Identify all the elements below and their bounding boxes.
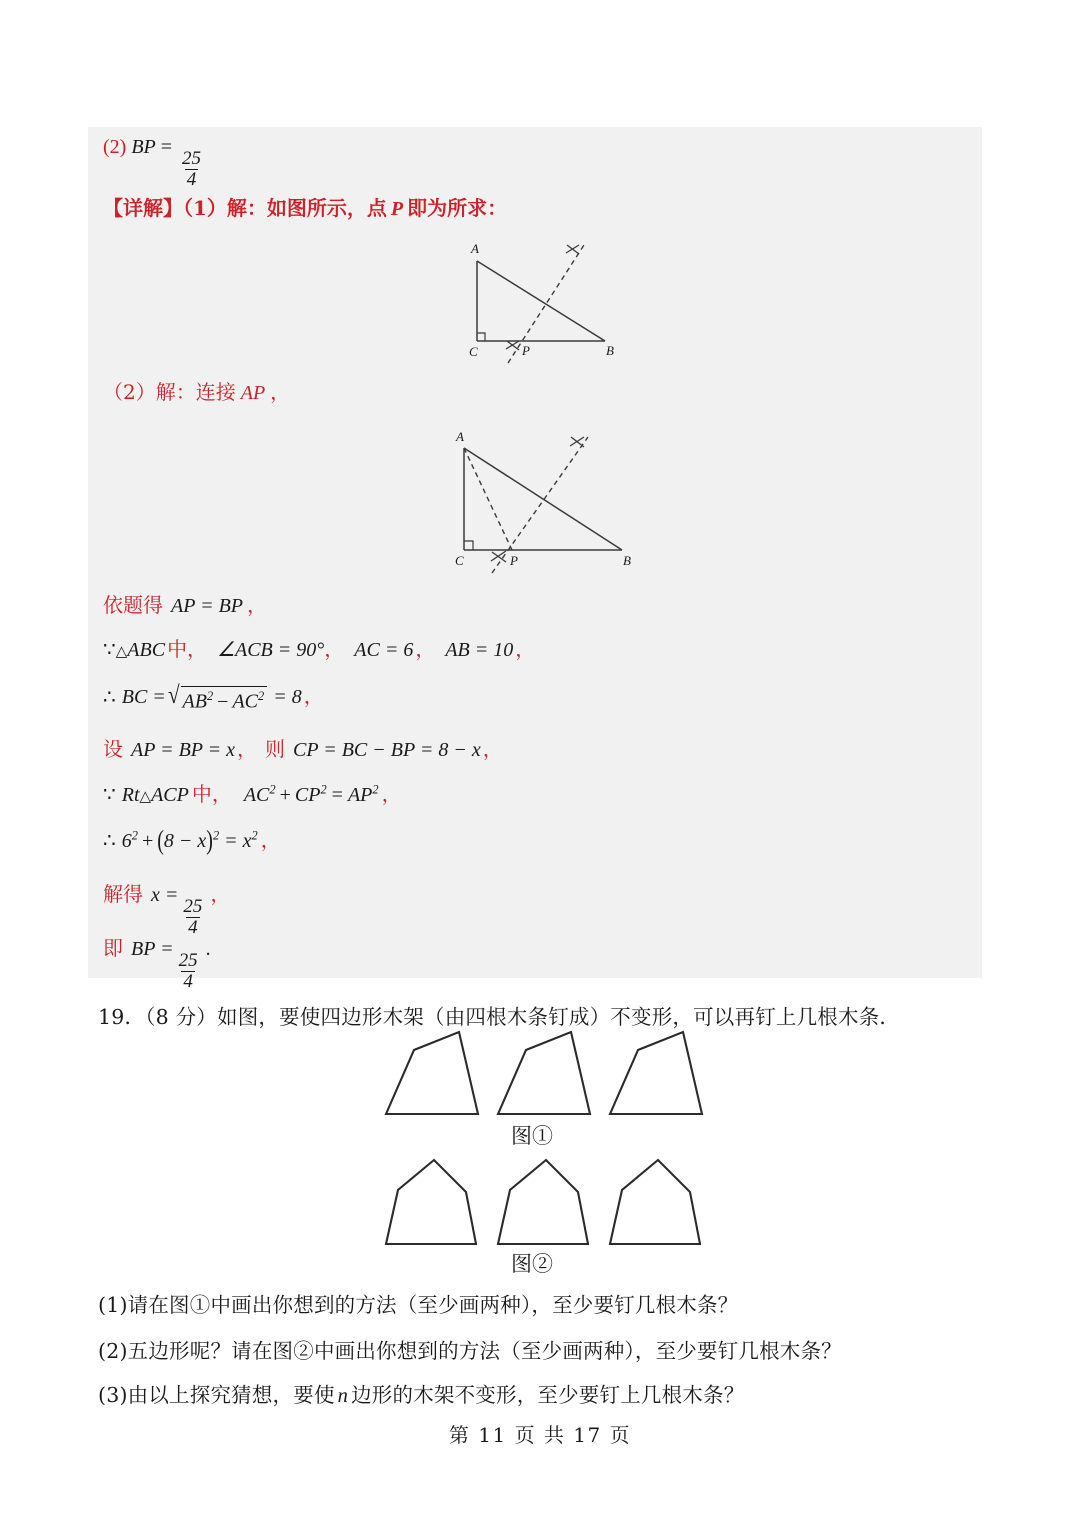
therefore-symbol-bc: ∴ — [103, 686, 116, 709]
part2-equals: = — [160, 136, 173, 158]
svg-text:C: C — [455, 553, 464, 568]
sub3-text-a: (3)由以上探究猜想，要使 — [98, 1383, 335, 1407]
solve-comma: ， — [210, 882, 231, 906]
svg-text:C: C — [469, 344, 478, 359]
geometry-diagram-1 — [440, 232, 660, 372]
rt-term-ap: AP — [347, 784, 373, 806]
question-19-sub-1: (1)请在图①中画出你想到的方法（至少画两种），至少要钉几根木条？ — [98, 1293, 739, 1317]
therefore-symbol-sub: ∴ — [103, 830, 116, 852]
rt-term-cp-exponent: 2 — [320, 782, 327, 797]
answer-line-substitute — [103, 826, 281, 856]
rt-equals: = — [331, 784, 343, 806]
question-19-sub-3 — [98, 1378, 744, 1408]
triangle-name-acp: ACP — [151, 784, 189, 806]
quadrilateral-1 — [378, 1022, 498, 1120]
solve-prefix: 解得 — [103, 882, 143, 906]
detail-header-tail: 即为所求： — [407, 196, 508, 220]
tri-comma-1: ， — [324, 637, 345, 661]
solve-fraction-denominator: 4 — [188, 916, 198, 938]
line-given-comma: ， — [247, 593, 268, 617]
figure-1-caption: 图① — [511, 1124, 553, 1148]
pentagon-2 — [490, 1152, 610, 1250]
triangle-zhong: 中， — [167, 637, 208, 661]
final-var: BP = — [131, 938, 174, 960]
final-fraction-denominator: 4 — [183, 970, 193, 992]
answer-detail-header — [103, 196, 507, 221]
sub-comma: ， — [260, 828, 281, 852]
answer-line-solve — [103, 882, 230, 938]
sub-plus: + — [141, 830, 154, 852]
svg-text:A: A — [471, 241, 479, 256]
fraction-25-over-4 — [180, 149, 203, 190]
set-prefix: 设 — [103, 737, 123, 761]
final-fraction — [177, 951, 200, 992]
radicand-ac-exponent: 2 — [258, 689, 265, 703]
bc-rhs: = 8 — [273, 686, 302, 709]
answer-line-triangle-given — [103, 637, 535, 662]
solve-fraction-numerator: 25 — [183, 896, 203, 917]
solve-var: x = — [151, 884, 179, 906]
bc-comma: ， — [303, 684, 324, 709]
sub3-variable-n: n — [337, 1385, 349, 1407]
square-root — [167, 684, 267, 714]
radicand-minus: − — [217, 690, 229, 713]
radicand-ab-exponent: 2 — [206, 689, 214, 703]
detail-header-var: P — [390, 198, 404, 220]
question-19-stem: 19．（8 分）如图，要使四边形木架（由四根木条钉成）不变形，可以再钉上几根木条． — [98, 1005, 901, 1029]
figure-1-shapes — [378, 1022, 722, 1120]
svg-text:P: P — [510, 553, 518, 568]
final-prefix: 即 — [103, 936, 123, 960]
part2-intro-tail: ， — [270, 380, 291, 404]
rt-comma: ， — [381, 782, 402, 806]
rt-prefix: Rt — [121, 784, 140, 806]
answer-line-given — [103, 593, 267, 618]
rt-plus: + — [279, 784, 291, 806]
sub-close-exponent: 2 — [212, 828, 220, 843]
figure-2-shapes — [378, 1152, 722, 1250]
rt-term-cp: CP — [294, 784, 321, 806]
question-19-sub-2: (2)五边形呢？请在图②中画出你想到的方法（至少画两种），至少要钉几根木条？ — [98, 1339, 842, 1363]
line-given-prefix: 依题得 — [103, 593, 163, 617]
cp-expression: CP = BC − BP = 8 − x — [293, 739, 481, 761]
pentagon-1 — [378, 1152, 498, 1250]
quadrilateral-3 — [602, 1022, 722, 1120]
detail-header-text: 【详解】（1）解：如图所示，点 — [103, 196, 387, 220]
rt-zhong: 中， — [191, 782, 232, 806]
because-symbol-rt: ∵ — [103, 784, 116, 806]
rt-term-ap-exponent: 2 — [372, 782, 379, 797]
page-footer: 第 11 页 共 17 页 — [448, 1423, 632, 1447]
final-period: . — [205, 938, 211, 960]
answer-line-bc — [103, 684, 324, 714]
figure-2-caption: 图② — [511, 1252, 553, 1276]
triangle-symbol-rt: △ — [139, 789, 152, 805]
answer-line-final — [103, 936, 211, 992]
ab-value: AB = 10 — [445, 639, 514, 661]
part2-lhs: BP — [131, 136, 156, 158]
answer-line-set — [103, 737, 503, 762]
svg-text:A: A — [456, 429, 464, 444]
part2-intro-text: （2）解：连接 — [103, 380, 236, 404]
svg-text:B: B — [623, 553, 631, 568]
sub-x-exponent: 2 — [251, 828, 258, 843]
line-given-expr: AP = BP — [171, 595, 244, 617]
ac-value: AC = 6 — [354, 639, 414, 661]
radicand-ab: AB — [182, 690, 207, 713]
rt-term-ac-exponent: 2 — [269, 782, 276, 797]
fraction-denominator: 4 — [186, 168, 197, 190]
set-comma-2: ， — [482, 737, 503, 761]
answer-part2-result — [103, 135, 206, 190]
pentagon-3 — [602, 1152, 722, 1250]
fraction-numerator: 25 — [182, 148, 202, 169]
triangle-name-abc: ABC — [127, 639, 166, 661]
tri-comma-2: ， — [415, 637, 436, 661]
solve-fraction — [181, 897, 204, 938]
radicand-ac: AC — [232, 690, 259, 713]
angle-acb-value: ∠ACB = 90° — [217, 639, 325, 661]
sub-close-paren: ) — [206, 826, 213, 856]
sub3-text-b: 边形的木架不变形，至少要钉上几根木条？ — [351, 1383, 745, 1407]
radical-sign: √ — [167, 682, 180, 709]
answer-line-rt — [103, 782, 402, 807]
because-symbol: ∵ — [103, 639, 116, 661]
svg-text:B: B — [606, 343, 614, 358]
rt-term-ac: AC — [243, 784, 270, 806]
sub-six: 6 — [121, 830, 132, 852]
set-then: 则 — [265, 737, 286, 761]
tri-comma-3: ， — [515, 637, 536, 661]
radicand — [181, 686, 268, 714]
sub-equals-x: = x — [224, 830, 252, 852]
part2-label: (2) — [103, 136, 127, 158]
sub-open-paren: ( — [157, 826, 164, 856]
final-fraction-numerator: 25 — [178, 950, 198, 971]
part2-intro-var: AP — [240, 382, 266, 404]
answer-part2-intro — [103, 380, 290, 405]
geometry-diagram-2 — [430, 428, 680, 578]
sub-inner: 8 − x — [163, 830, 207, 852]
quadrilateral-2 — [490, 1022, 610, 1120]
triangle-symbol: △ — [115, 644, 128, 660]
bc-lhs: BC = — [121, 686, 166, 709]
set-comma-1: ， — [237, 737, 258, 761]
sub-six-exponent: 2 — [131, 828, 138, 843]
svg-text:P: P — [522, 343, 530, 358]
set-expression: AP = BP = x — [131, 739, 236, 761]
